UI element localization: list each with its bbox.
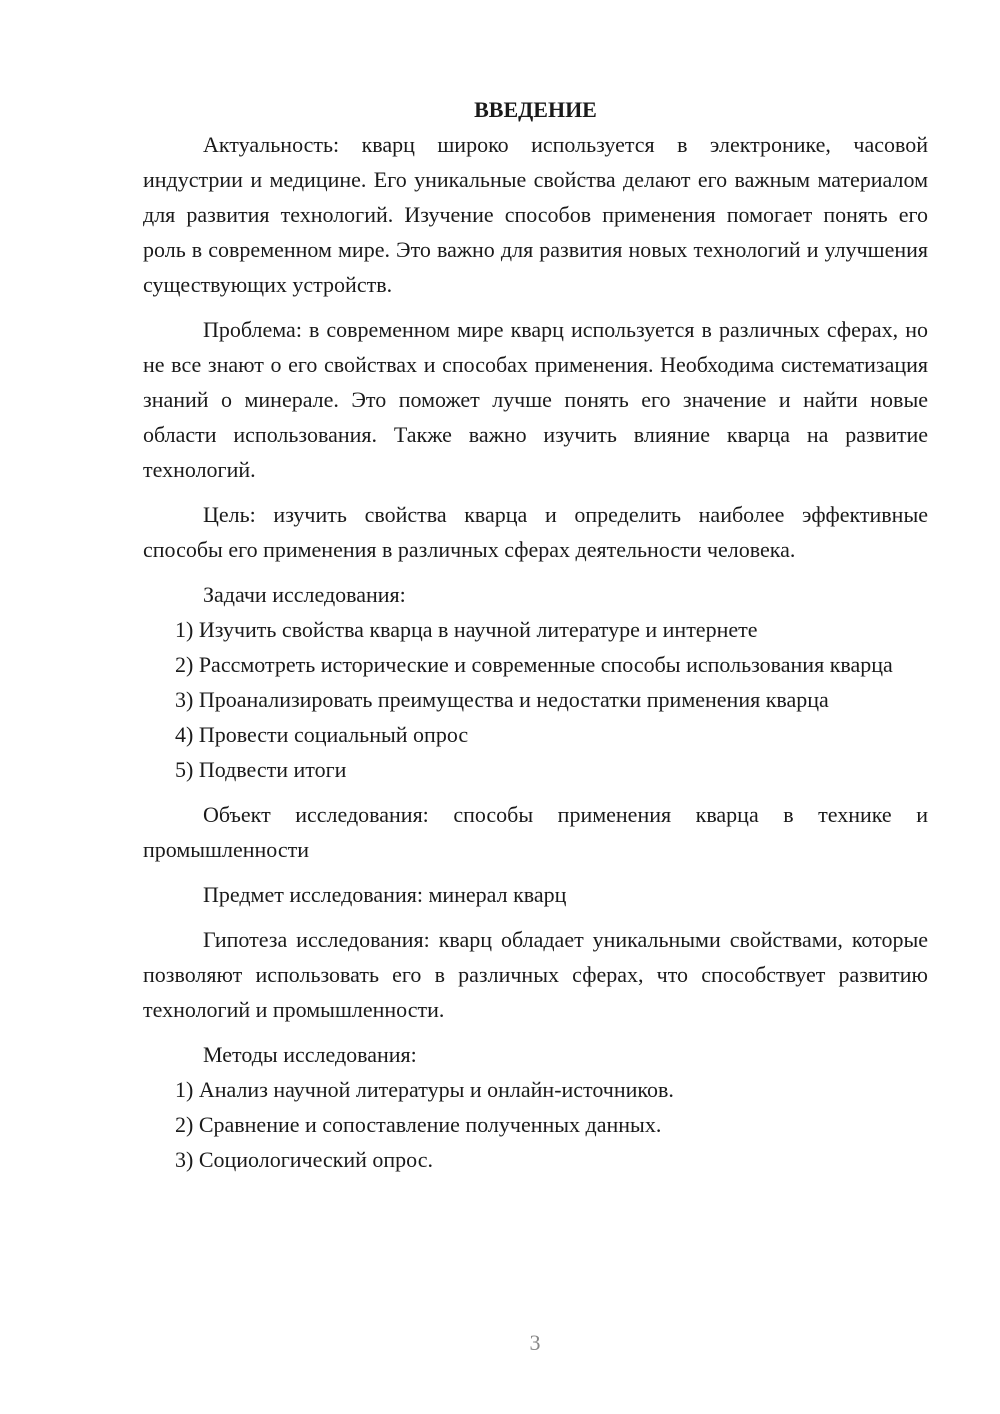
method-item-1: 1) Анализ научной литературы и онлайн-источников. — [175, 1077, 674, 1102]
method-item-3: 3) Социологический опрос. — [175, 1147, 433, 1172]
paragraph-subject: Предмет исследования: минерал кварц — [203, 882, 567, 907]
methods-heading: Методы исследования: — [203, 1042, 417, 1067]
task-item-3: 3) Проанализировать преимущества и недостатки применения кварца — [175, 687, 829, 712]
page-content — [143, 92, 928, 1177]
paragraph-goal: Цель: изучить свойства кварца и определить наиболее эффективные способы его применения в различных сферах деятельности человека. — [143, 502, 928, 562]
paragraph-relevance: Актуальность: кварц широко используется в электронике, часовой индустрии и медицине. Его уникальные свойства делают его важным материалом для развития технологий. Изучение способов применения помогает понять его роль в современном мире. Это важно для развития новых технологий и улучшения существующих устройств. — [143, 132, 928, 297]
task-item-2: 2) Рассмотреть исторические и современные способы использования кварца — [175, 652, 893, 677]
method-item-2: 2) Сравнение и сопоставление полученных данных. — [175, 1112, 662, 1137]
task-item-5: 5) Подвести итоги — [175, 757, 347, 782]
paragraph-hypothesis: Гипотеза исследования: кварц обладает уникальными свойствами, которые позволяют использовать его в различных сферах, что способствует развитию технологий и промышленности. — [143, 927, 928, 1022]
paragraph-object: Объект исследования: способы применения кварца в технике и промышленности — [143, 802, 928, 862]
paragraph-problem: Проблема: в современном мире кварц используется в различных сферах, но не все знают о его свойствах и способах применения. Необходима систематизация знаний о минерале. Это поможет лучше понять его значение и найти новые области использования. Также важно изучить влияние кварца на развитие технологий. — [143, 317, 928, 482]
page-number: 3 — [529, 1330, 541, 1355]
task-item-1: 1) Изучить свойства кварца в научной литературе и интернете — [175, 617, 758, 642]
section-title: ВВЕДЕНИЕ — [474, 97, 597, 122]
tasks-heading: Задачи исследования: — [203, 582, 406, 607]
task-item-4: 4) Провести социальный опрос — [175, 722, 469, 747]
